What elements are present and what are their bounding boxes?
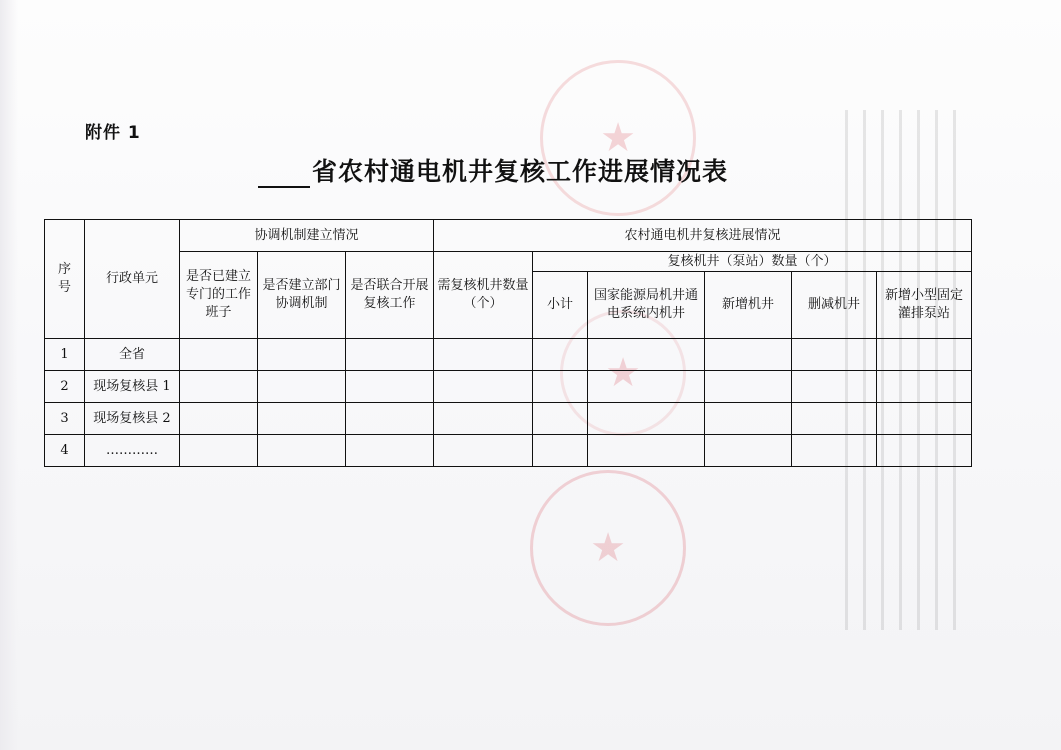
progress-table (44, 219, 972, 467)
cell-unit: 现场复核县 2 (85, 403, 180, 435)
cell-empty (434, 339, 533, 371)
cell-empty (434, 403, 533, 435)
cell-empty (434, 371, 533, 403)
cell-empty (346, 403, 434, 435)
cell-empty (588, 371, 705, 403)
cell-empty (180, 339, 258, 371)
cell-empty (588, 339, 705, 371)
cell-empty (180, 403, 258, 435)
cell-empty (258, 403, 346, 435)
cell-empty (533, 403, 588, 435)
cell-unit: 现场复核县 1 (85, 371, 180, 403)
header-need-review: 需复核机井数量（个） (434, 252, 533, 339)
header-count-col: 国家能源局机井通电系统内机井 (588, 272, 705, 339)
title-text: 省农村通电机井复核工作进展情况表 (312, 157, 729, 186)
header-count-col: 新增小型固定灌排泵站 (877, 272, 972, 339)
cell-empty (533, 371, 588, 403)
cell-empty (792, 371, 877, 403)
header-coord-col: 是否已建立专门的工作班子 (180, 252, 258, 339)
header-count-col: 删减机井 (792, 272, 877, 339)
cell-empty (346, 435, 434, 467)
cell-empty (180, 435, 258, 467)
cell-empty (588, 435, 705, 467)
stamp-star-icon: ★ (600, 115, 636, 161)
cell-seq: 1 (45, 339, 85, 371)
header-row (45, 220, 972, 252)
cell-empty (877, 339, 972, 371)
attachment-label: 附件 1 (85, 123, 141, 143)
cell-seq: 3 (45, 403, 85, 435)
title-blank-line (258, 156, 310, 188)
cell-empty (792, 339, 877, 371)
cell-empty (705, 371, 792, 403)
header-coord-col: 是否建立部门协调机制 (258, 252, 346, 339)
cell-empty (877, 371, 972, 403)
table-row (45, 403, 972, 435)
cell-empty (588, 403, 705, 435)
cell-empty (877, 403, 972, 435)
header-count-col: 新增机井 (705, 272, 792, 339)
cell-empty (258, 435, 346, 467)
table-row (45, 339, 972, 371)
cell-empty (346, 339, 434, 371)
cell-seq: 4 (45, 435, 85, 467)
table-row (45, 435, 972, 467)
header-seq: 序号 (45, 220, 85, 339)
cell-empty (705, 403, 792, 435)
cell-empty (180, 371, 258, 403)
header-coord-col: 是否联合开展复核工作 (346, 252, 434, 339)
cell-empty (533, 339, 588, 371)
cell-empty (533, 435, 588, 467)
stamp-star-icon: ★ (605, 350, 641, 396)
stamp-star-icon: ★ (590, 525, 626, 571)
cell-empty (877, 435, 972, 467)
header-row (45, 252, 972, 272)
cell-empty (258, 371, 346, 403)
page-title (258, 148, 778, 188)
header-count-subgroup: 复核机井（泵站）数量（个） (533, 252, 972, 272)
cell-empty (705, 435, 792, 467)
cell-empty (792, 435, 877, 467)
cell-empty (792, 403, 877, 435)
cell-empty (434, 435, 533, 467)
cell-empty (705, 339, 792, 371)
table-row (45, 371, 972, 403)
header-admin-unit: 行政单元 (85, 220, 180, 339)
page-edge-shadow (0, 0, 18, 750)
cell-unit: 全省 (85, 339, 180, 371)
cell-unit: ………… (85, 435, 180, 467)
header-count-col: 小计 (533, 272, 588, 339)
header-coordination-group: 协调机制建立情况 (180, 220, 434, 252)
seal-stamp (530, 470, 686, 626)
header-progress-group: 农村通电机井复核进展情况 (434, 220, 972, 252)
cell-empty (258, 339, 346, 371)
seal-stamp (540, 60, 696, 216)
cell-empty (346, 371, 434, 403)
cell-seq: 2 (45, 371, 85, 403)
